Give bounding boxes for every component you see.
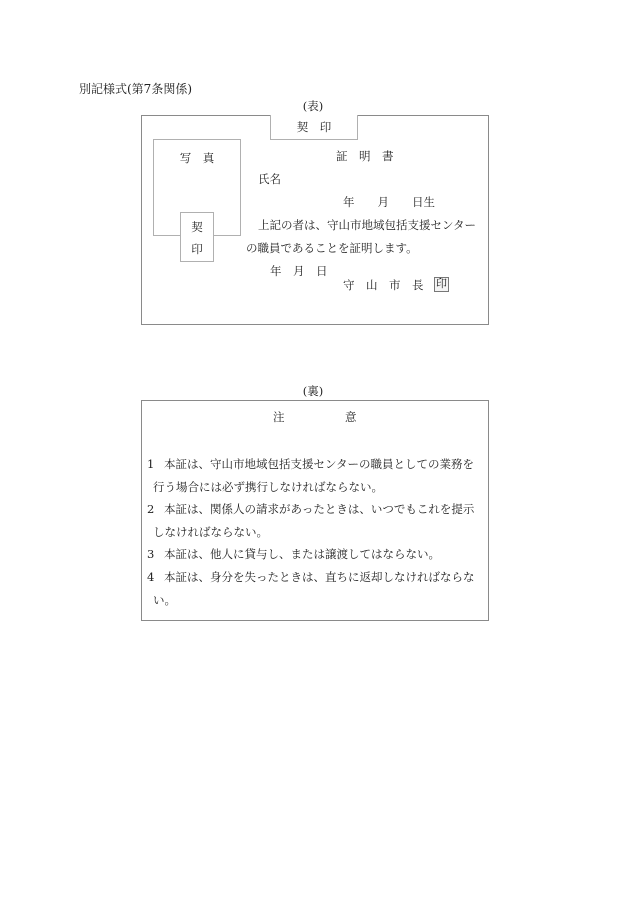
birthdate-label: 年 月 日生 xyxy=(343,195,435,209)
top-seal-box xyxy=(270,115,358,140)
photo-label: 写 真 xyxy=(179,151,215,165)
notice-item-4-line-1: 本証は、身分を失ったときは、直ちに返却しなければならな xyxy=(164,570,475,584)
name-label: 氏名 xyxy=(258,172,281,186)
front-side-label: (表) xyxy=(302,99,324,113)
side-seal-top-char: 契 xyxy=(191,220,203,234)
notice-item-2-line-2: しなければならない。 xyxy=(153,525,268,539)
notice-item-1-line-2: 行う場合には必ず携行しなければならない。 xyxy=(153,480,383,494)
notice-item-2-line-1: 本証は、関係人の請求があったときは、いつでもこれを提示 xyxy=(164,502,475,516)
statement-line-2: の職員であることを証明します。 xyxy=(246,241,418,255)
back-side-label: (裏) xyxy=(302,384,324,398)
side-seal-bottom-char: 印 xyxy=(191,242,203,256)
notice-item-4-number: 4 xyxy=(147,570,155,584)
top-seal-label: 契 印 xyxy=(296,120,332,134)
notice-item-4-line-2: い。 xyxy=(153,593,176,607)
form-title: 別記様式(第7条関係) xyxy=(79,82,192,96)
issue-date-label: 年 月 日 xyxy=(270,264,328,278)
notice-title-left: 注 xyxy=(273,410,285,424)
issuer-seal-stamp: 印 xyxy=(436,277,447,290)
notice-item-3-number: 3 xyxy=(147,547,155,561)
certificate-title: 証 明 書 xyxy=(336,149,394,163)
notice-item-1-line-1: 本証は、守山市地域包括支援センターの職員としての業務を xyxy=(164,457,475,471)
notice-item-2-number: 2 xyxy=(147,502,155,516)
notice-item-3-line-1: 本証は、他人に貸与し、または譲渡してはならない。 xyxy=(164,547,440,561)
issuer-name: 守 山 市 長 xyxy=(343,278,424,292)
notice-title-right: 意 xyxy=(345,410,357,424)
statement-line-1: 上記の者は、守山市地域包括支援センター xyxy=(258,218,477,232)
side-seal-box xyxy=(180,212,214,262)
notice-item-1-number: 1 xyxy=(147,457,155,471)
